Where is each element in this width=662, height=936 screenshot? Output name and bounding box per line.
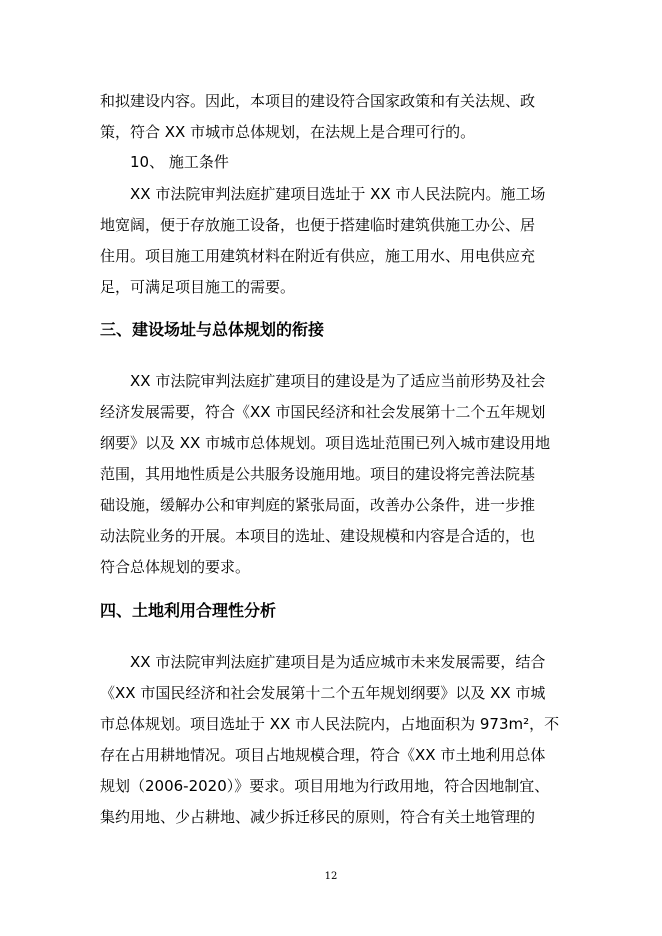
- paragraph-line: 纲要》以及 XX 市城市总体规划。项目选址范围已列入城市建设用地: [100, 434, 551, 452]
- paragraph-line: 集约用地、少占耕地、减少拆迁移民的原则，符合有关土地管理的: [100, 808, 536, 826]
- paragraph-line: 《XX 市国民经济和社会发展第十二个五年规划纲要》以及 XX 市城: [100, 684, 546, 702]
- section-heading-3: 三、建设场址与总体规划的衔接: [100, 320, 325, 339]
- paragraph-line: 础设施，缓解办公和审判庭的紧张局面，改善办公条件，进一步推: [100, 496, 536, 514]
- paragraph-line: 存在占用耕地情况。项目占地规模合理，符合《XX 市土地利用总体: [100, 746, 546, 764]
- paragraph-line: XX 市法院审判法庭扩建项目的建设是为了适应当前形势及社会: [130, 372, 546, 390]
- paragraph-line: 策，符合 XX 市城市总体规划，在法规上是合理可行的。: [100, 123, 476, 141]
- section-heading-4: 四、土地利用合理性分析: [100, 601, 277, 620]
- paragraph-line: XX 市法院审判法庭扩建项目选址于 XX 市人民法院内。施工场: [130, 185, 546, 203]
- paragraph-line: 地宽阔，便于存放施工设备，也便于搭建临时建筑供施工办公、居: [100, 216, 536, 234]
- paragraph-line: XX 市法院审判法庭扩建项目是为适应城市未来发展需要，结合: [130, 653, 546, 671]
- paragraph-line: 住用。项目施工用建筑材料在附近有供应，施工用水、用电供应充: [100, 247, 536, 265]
- paragraph-line: 动法院业务的开展。本项目的选址、建设规模和内容是合适的，也: [100, 527, 536, 545]
- paragraph-line: 市总体规划。项目选址于 XX 市人民法院内，占地面积为 973m²，不: [100, 715, 560, 733]
- paragraph-line: 范围，其用地性质是公共服务设施用地。项目的建设将完善法院基: [100, 465, 536, 483]
- paragraph-line: 经济发展需要，符合《XX 市国民经济和社会发展第十二个五年规划: [100, 403, 546, 421]
- paragraph-line: 规划（2006-2020）》要求。项目用地为行政用地，符合因地制宜、: [100, 777, 550, 795]
- subheading-construction-conditions: 10、 施工条件: [130, 153, 229, 171]
- paragraph-line: 和拟建设内容。因此，本项目的建设符合国家政策和有关法规、政: [100, 92, 536, 110]
- paragraph-line: 符合总体规划的要求。: [100, 558, 251, 576]
- page-number: 12: [324, 871, 338, 882]
- paragraph-line: 足，可满足项目施工的需要。: [100, 278, 296, 296]
